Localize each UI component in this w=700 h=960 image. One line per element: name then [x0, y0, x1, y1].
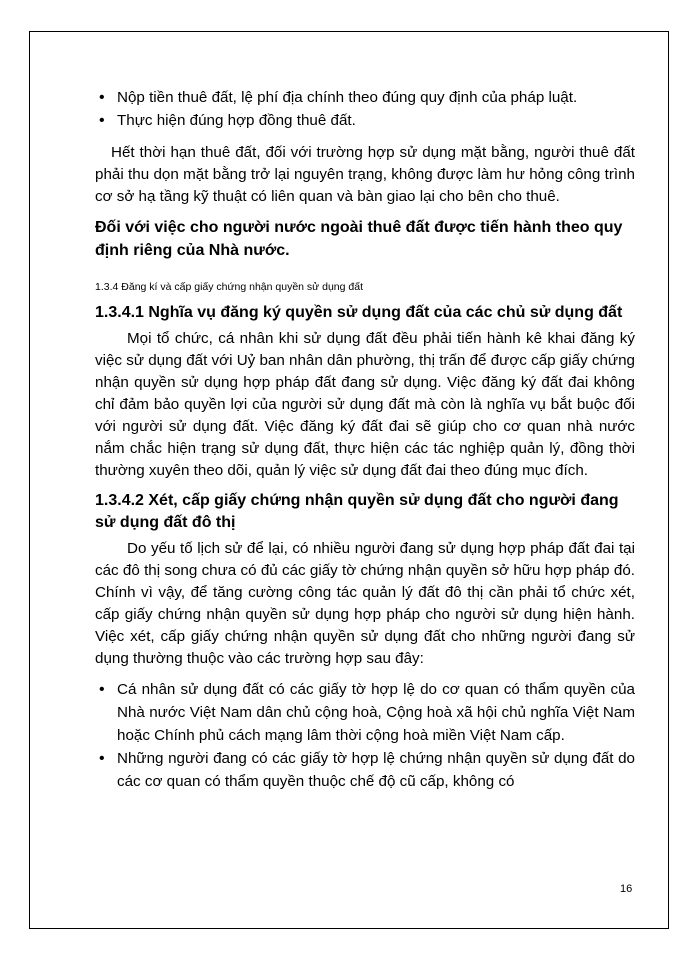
document-body: [95, 86, 635, 793]
paragraph-1341: Mọi tổ chức, cá nhân khi sử dụng đất đều phải tiến hành kê khai đăng ký việc sử dụng đất với Uỷ ban nhân dân phường, thị trấn để được cấp giấy chứng nhận quyền sử dụng hợp pháp đất đang sử dụng. Việc đăng ký đất đai không chỉ đảm bảo quyền lợi của người sử dụng đất mà còn là nghĩa vụ bắt buộc đối với người sử dụng đất. Việc đăng ký đất đai sẽ giúp cho cơ quan nhà nước nắm chắc hiện trạng sử dụng đất, thực hiện các tác nghiệp quản lý, đồng thời thường xuyên theo dõi, quản lý việc sử dụng đất đai theo đúng mục đích.: [95, 330, 635, 479]
subsection-heading-1342: 1.3.4.2 Xét, cấp giấy chứng nhận quyền sử dụng đất cho người đang sử dụng đất đô thị: [95, 492, 619, 531]
bottom-bullet-list: [95, 678, 635, 793]
top-bullet-list: [95, 86, 635, 132]
subsection-heading-1341: 1.3.4.1 Nghĩa vụ đăng ký quyền sử dụng đất của các chủ sử dụng đất: [95, 304, 623, 321]
paragraph-1342: Do yếu tố lịch sử để lại, có nhiều người đang sử dụng hợp pháp đất đai tại các đô thị song chưa có đủ các giấy tờ chứng nhận quyền sở hữu hợp pháp đó. Chính vì vậy, để tăng cường công tác quản lý đất đô thị cần phải tổ chức xét, cấp giấy chứng nhận quyền sử dụng hợp pháp cho người sử dụng hiện hành. Việc xét, cấp giấy chứng nhận quyền sử dụng đất cho những người đang sử dụng thường thuộc vào các trường hợp sau đây:: [95, 540, 635, 667]
list-item: • Cá nhân sử dụng đất có các giấy tờ hợp lệ do cơ quan có thẩm quyền của Nhà nước Việt Nam dân chủ cộng hoà, Cộng hoà xã hội chủ nghĩa Việt Nam hoặc Chính phủ cách mạng lâm thời cộng hoà miền Việt Nam cấp.: [95, 678, 635, 747]
section-heading: 1.3.4 Đăng kí và cấp giấy chứng nhận quyền sử dụng đất: [95, 281, 363, 293]
list-item: • Những người đang có các giấy tờ hợp lệ chứng nhận quyền sử dụng đất do các cơ quan có thẩm quyền thuộc chế độ cũ cấp, không có: [95, 747, 635, 793]
list-item: • Nộp tiền thuê đất, lệ phí địa chính theo đúng quy định của pháp luật.: [95, 86, 635, 109]
paragraph-lease-end: Hết thời hạn thuê đất, đối với trường hợp sử dụng mặt bằng, người thuê đất phải thu dọn mặt bằng trở lại nguyên trạng, không được làm hư hỏng công trình cơ sở hạ tầng kỹ thuật có liên quan và bàn giao lại cho bên cho thuê.: [95, 144, 635, 205]
bold-note: Đối với việc cho người nước ngoài thuê đất được tiến hành theo quy định riêng của Nhà nước.: [95, 219, 623, 259]
page-number: 16: [620, 883, 633, 895]
list-item: • Thực hiện đúng hợp đồng thuê đất.: [95, 109, 635, 132]
